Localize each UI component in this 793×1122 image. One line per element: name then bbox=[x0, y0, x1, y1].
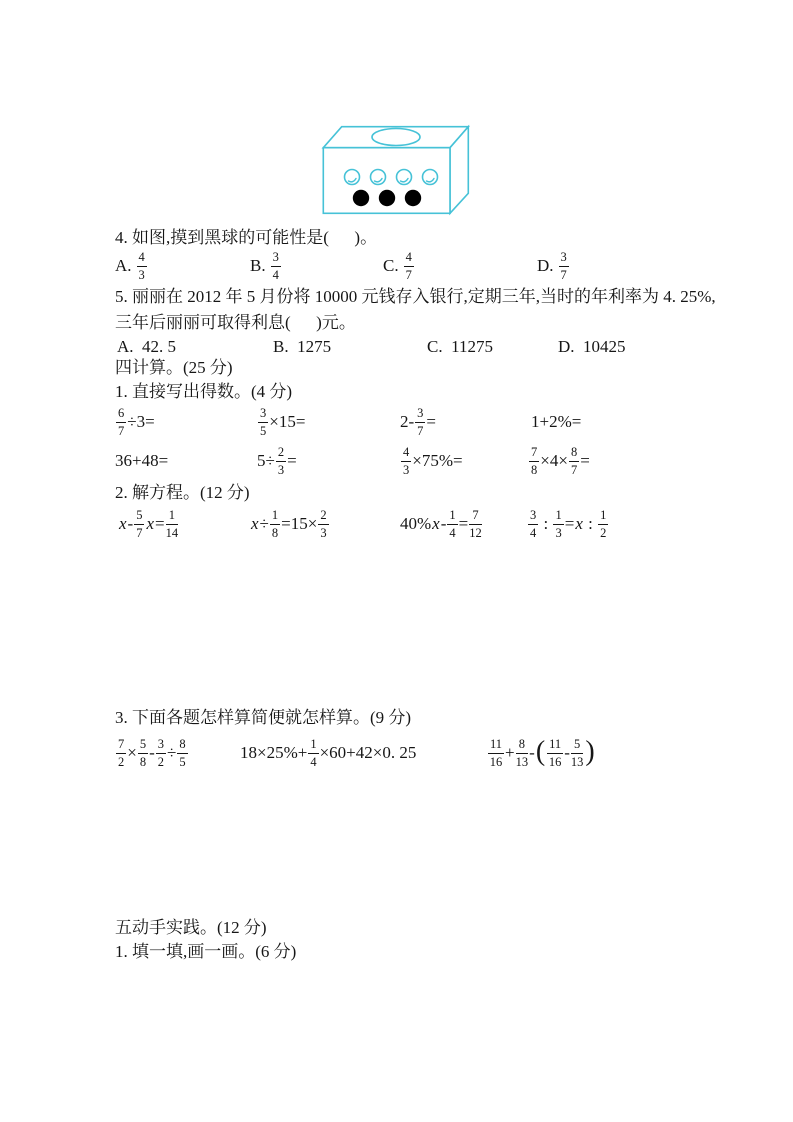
q5-option-a: A. 42. 5 bbox=[117, 337, 177, 356]
q4-option-d-value: $\frac{3}{7}$ bbox=[560, 250, 567, 282]
part2-title: 2. 解方程。(12 分) bbox=[115, 483, 250, 502]
equation: x - $\frac{5}{7}$ x = $\frac{1}{14}$ bbox=[119, 508, 179, 540]
q4-option-b-value: $\frac{3}{4}$ bbox=[272, 250, 279, 282]
q5-option-b: B. 1275 bbox=[273, 337, 332, 356]
simplify-expression: 18×25%+ $\frac{1}{4}$ ×60+42×0. 25 bbox=[240, 737, 417, 769]
section-five-title: 五动手实践。(12 分) bbox=[115, 918, 267, 937]
box-top-face bbox=[323, 127, 468, 148]
simplify-expression: $\frac{11}{16}$ + $\frac{8}{13}$ - ( $\frac{11}{16}$ - $\frac{5}{13}$ ) bbox=[489, 736, 595, 769]
calc-expression: 36+48= bbox=[115, 451, 169, 470]
q5-option-d: D. 10425 bbox=[558, 337, 626, 356]
question-4-options bbox=[0, 248, 793, 284]
part1-title: 1. 直接写出得数。(4 分) bbox=[115, 382, 293, 401]
q5-option-c: C. 11275 bbox=[427, 337, 493, 356]
part3-title: 3. 下面各题怎样算简便就怎样算。(9 分) bbox=[115, 708, 412, 727]
q4-option-b-label: B. bbox=[250, 256, 266, 275]
equations-row bbox=[0, 506, 793, 542]
calc-expression: $\frac{7}{8}$ ×4× $\frac{8}{7}$ = bbox=[531, 445, 590, 477]
equation: $\frac{3}{4}$ : $\frac{1}{3}$ = x : $\frac{1}{2}$ bbox=[530, 508, 607, 540]
q4-option-a-value: $\frac{4}{3}$ bbox=[138, 250, 145, 282]
section-four-title: 四计算。(25 分) bbox=[115, 358, 233, 377]
simplify-row bbox=[0, 735, 793, 771]
question-5-stem-line2: 三年后丽丽可取得利息( )元。 bbox=[115, 313, 356, 332]
equation: x ÷ $\frac{1}{8}$ =15× $\frac{2}{3}$ bbox=[251, 508, 327, 540]
simplify-expression: $\frac{7}{2}$ × $\frac{5}{8}$ - $\frac{3}{2}$ ÷ $\frac{8}{5}$ bbox=[118, 737, 186, 769]
calc-expression: 1+2%= bbox=[531, 412, 582, 431]
ball-box-illustration bbox=[320, 118, 472, 218]
q4-option-a-label: A. bbox=[115, 256, 132, 275]
q4-option-c-label: C. bbox=[383, 256, 399, 275]
calc-expression: $\frac{6}{7}$ ÷3= bbox=[118, 406, 155, 438]
q4-option-c-value: $\frac{4}{7}$ bbox=[405, 250, 412, 282]
q4-option-c bbox=[383, 248, 415, 284]
equation: 40% x - $\frac{1}{4}$ = $\frac{7}{12}$ bbox=[400, 508, 482, 540]
q4-option-d bbox=[537, 248, 570, 284]
direct-calc-row-2 bbox=[0, 443, 793, 479]
question-5-stem-line1: 5. 丽丽在 2012 年 5 月份将 10000 元钱存入银行,定期三年,当时的年利率为 4. 25%, bbox=[115, 287, 716, 306]
direct-calc-row-1 bbox=[0, 404, 793, 440]
calc-expression: 2- $\frac{3}{7}$ = bbox=[400, 406, 437, 438]
section-five-sub-title: 1. 填一填,画一画。(6 分) bbox=[115, 942, 297, 961]
calc-expression: 5÷ $\frac{2}{3}$ = bbox=[257, 445, 297, 477]
q4-option-a bbox=[115, 248, 148, 284]
q4-option-b bbox=[250, 248, 282, 284]
black-balls bbox=[353, 190, 421, 206]
calc-expression: $\frac{4}{3}$ ×75%= bbox=[403, 445, 463, 477]
question-4-stem: 4. 如图,摸到黑球的可能性是( )。 bbox=[115, 228, 378, 247]
q4-option-d-label: D. bbox=[537, 256, 554, 275]
calc-expression: $\frac{3}{5}$ ×15= bbox=[260, 406, 306, 438]
